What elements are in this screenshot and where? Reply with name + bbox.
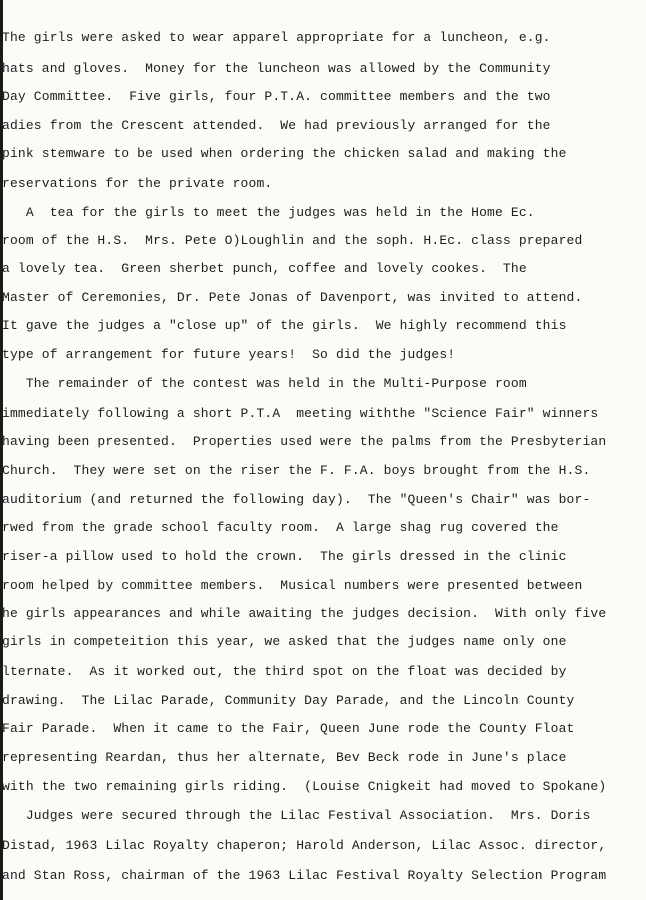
text-line: lternate. As it worked out, the third spot on the float was decided by <box>2 664 567 679</box>
text-line: A tea for the girls to meet the judges was held in the Home Ec. <box>2 205 535 220</box>
text-line: girls in competeition this year, we asked that the judges name only one <box>2 634 567 649</box>
text-line: having been presented. Properties used were the palms from the Presbyterian <box>2 434 607 449</box>
text-line: Day Committee. Five girls, four P.T.A. committee members and the two <box>2 89 551 104</box>
text-line: hats and gloves. Money for the luncheon was allowed by the Community <box>2 61 551 76</box>
text-line: adies from the Crescent attended. We had previously arranged for the <box>2 118 551 133</box>
text-line: type of arrangement for future years! So did the judges! <box>2 347 456 362</box>
text-line: Church. They were set on the riser the F. F.A. boys brought from the H.S. <box>2 463 591 478</box>
text-line: with the two remaining girls riding. (Louise Cnigkeit had moved to Spokane) <box>2 779 607 794</box>
text-line: a lovely tea. Green sherbet punch, coffee and lovely cookes. The <box>2 261 527 276</box>
text-line: The girls were asked to wear apparel appropriate for a luncheon, e.g. <box>2 30 551 45</box>
text-line: riser-a pillow used to hold the crown. The girls dressed in the clinic <box>2 549 567 564</box>
text-line: he girls appearances and while awaiting the judges decision. With only five <box>2 606 607 621</box>
text-line: reservations for the private room. <box>2 176 273 191</box>
text-line: drawing. The Lilac Parade, Community Day Parade, and the Lincoln County <box>2 693 575 708</box>
text-line: Master of Ceremonies, Dr. Pete Jonas of Davenport, was invited to attend. <box>2 290 583 305</box>
text-line: room of the H.S. Mrs. Pete O)Loughlin and the soph. H.Ec. class prepared <box>2 233 583 248</box>
text-line: immediately following a short P.T.A meeting withthe "Science Fair" winners <box>2 406 599 421</box>
text-line: Distad, 1963 Lilac Royalty chaperon; Harold Anderson, Lilac Assoc. director, <box>2 838 607 853</box>
text-line: and Stan Ross, chairman of the 1963 Lilac Festival Royalty Selection Program <box>2 868 607 883</box>
text-line: auditorium (and returned the following day). The "Queen's Chair" was bor- <box>2 492 591 507</box>
text-line: Judges were secured through the Lilac Festival Association. Mrs. Doris <box>2 808 591 823</box>
text-line: Fair Parade. When it came to the Fair, Queen June rode the County Float <box>2 721 575 736</box>
text-line: room helped by committee members. Musical numbers were presented between <box>2 578 583 593</box>
text-line: It gave the judges a "close up" of the girls. We highly recommend this <box>2 318 567 333</box>
text-line: pink stemware to be used when ordering the chicken salad and making the <box>2 146 567 161</box>
text-line: representing Reardan, thus her alternate, Bev Beck rode in June's place <box>2 750 567 765</box>
text-line: rwed from the grade school faculty room. A large shag rug covered the <box>2 520 559 535</box>
text-line: The remainder of the contest was held in the Multi-Purpose room <box>2 376 527 391</box>
